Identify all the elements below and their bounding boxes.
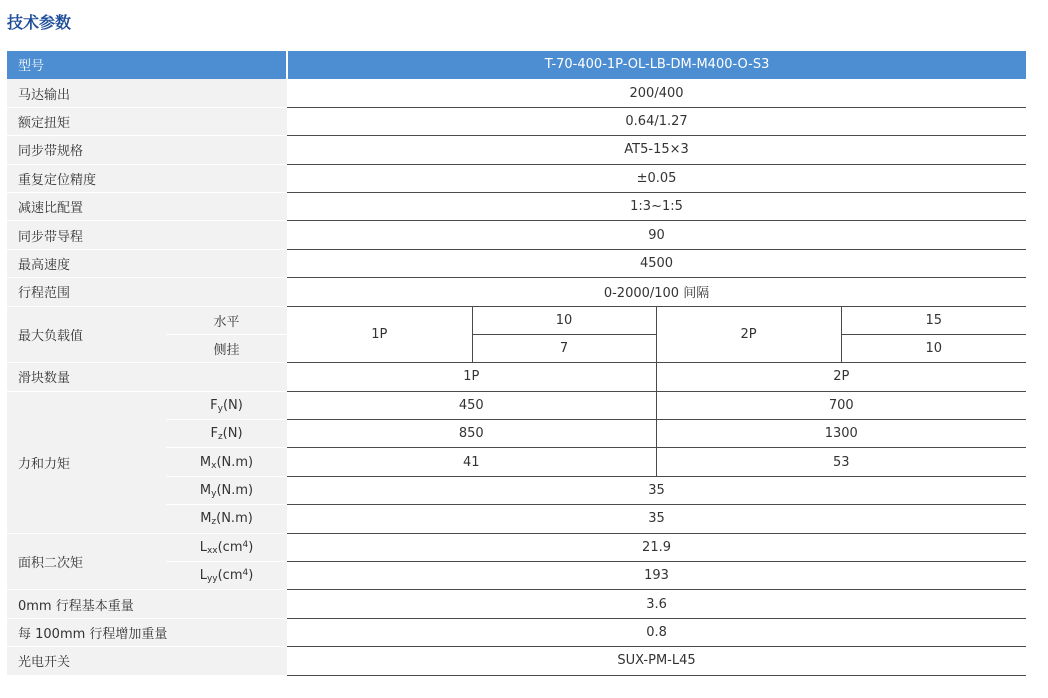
fz-value-2: 1300 (656, 420, 1026, 448)
page-title: 技术参数 (7, 13, 72, 32)
table-row-fy (7, 391, 1026, 419)
fz-value-1: 850 (287, 420, 656, 448)
lxx-value: 21.9 (287, 533, 1026, 561)
fy-value-2: 700 (656, 391, 1026, 419)
table-row (7, 647, 1026, 675)
table-row (7, 618, 1026, 646)
force-label: 力和力矩 (7, 391, 166, 533)
row-value: 1:3~1:5 (287, 192, 1026, 220)
table-row-lxx (7, 533, 1026, 561)
slider-count-1: 1P (287, 363, 656, 391)
fy-value-1: 450 (287, 391, 656, 419)
row-value: 200/400 (287, 79, 1026, 107)
row-label: 行程范围 (7, 278, 287, 306)
table-row (7, 192, 1026, 220)
row-label: 最高速度 (7, 249, 287, 277)
mx-value-1: 41 (287, 448, 656, 476)
row-value: AT5-15×3 (287, 136, 1026, 164)
max-load-sub-horizontal: 水平 (166, 306, 287, 334)
my-label: $M_y(N.m)$ (166, 476, 287, 504)
mz-value: 35 (287, 505, 1026, 533)
row-value: ±0.05 (287, 164, 1026, 192)
row-label: 同步带导程 (7, 221, 287, 249)
table-header-row (7, 51, 1026, 79)
row-label: 光电开关 (7, 647, 287, 675)
row-label: 同步带规格 (7, 136, 287, 164)
row-label: 额定扭矩 (7, 107, 287, 135)
max-load-g1-side: 7 (472, 334, 656, 362)
fz-label: $F_z(N)$ (166, 420, 287, 448)
table-row (7, 278, 1026, 306)
table-row (7, 79, 1026, 107)
table-row (7, 249, 1026, 277)
row-value: 3.6 (287, 590, 1026, 618)
row-label: 0mm 行程基本重量 (7, 590, 287, 618)
mx-label: $M_x(N.m)$ (166, 448, 287, 476)
row-value: 90 (287, 221, 1026, 249)
model-value: T-70-400-1P-OL-LB-DM-M400-O-S3 (287, 51, 1026, 79)
mx-value-2: 53 (656, 448, 1026, 476)
row-label: 马达输出 (7, 79, 287, 107)
my-value: 35 (287, 476, 1026, 504)
spec-table (7, 51, 1026, 676)
inertia-label: 面积二次矩 (7, 533, 166, 590)
slider-count-2: 2P (656, 363, 1026, 391)
table-row (7, 590, 1026, 618)
lyy-label: $L_{yy}(cm^4)$ (166, 562, 287, 590)
max-load-g1-horizontal: 10 (472, 306, 656, 334)
row-label: 重复定位精度 (7, 164, 287, 192)
row-label: 减速比配置 (7, 192, 287, 220)
table-row-slider-count (7, 363, 1026, 391)
table-row-max-load-horizontal (7, 306, 1026, 334)
lyy-value: 193 (287, 562, 1026, 590)
table-row (7, 164, 1026, 192)
table-row (7, 221, 1026, 249)
row-value: SUX-PM-L45 (287, 647, 1026, 675)
max-load-sub-side: 侧挂 (166, 334, 287, 362)
slider-count-label: 滑块数量 (7, 363, 287, 391)
max-load-label: 最大负载值 (7, 306, 166, 363)
max-load-g2-horizontal: 15 (841, 306, 1026, 334)
row-value: 0.8 (287, 618, 1026, 646)
max-load-group-2: 2P (656, 306, 841, 363)
fy-label: $F_y(N)$ (166, 391, 287, 419)
lxx-label: $L_{xx}(cm^4)$ (166, 533, 287, 561)
row-value: 0-2000/100 间隔 (287, 278, 1026, 306)
row-label: 每 100mm 行程增加重量 (7, 618, 287, 646)
max-load-g2-side: 10 (841, 334, 1026, 362)
model-label: 型号 (7, 51, 287, 79)
max-load-group-1: 1P (287, 306, 472, 363)
row-value: 4500 (287, 249, 1026, 277)
mz-label: $M_z(N.m)$ (166, 505, 287, 533)
table-row (7, 107, 1026, 135)
row-value: 0.64/1.27 (287, 107, 1026, 135)
table-row (7, 136, 1026, 164)
